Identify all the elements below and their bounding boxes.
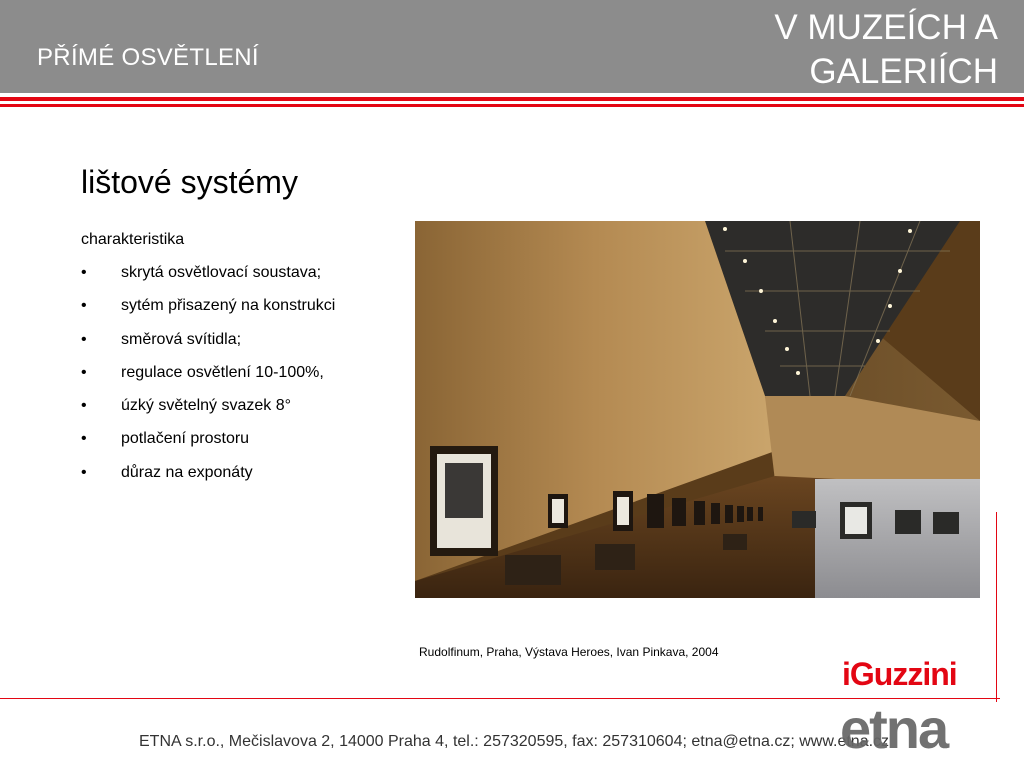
header-stripe <box>0 104 1024 107</box>
list-item <box>81 464 335 497</box>
list-item-text: potlačení prostoru <box>121 430 250 448</box>
iguzzini-logo <box>840 655 980 693</box>
list-item <box>81 297 335 330</box>
list-item-text: skrytá osvětlovací soustava; <box>121 264 322 281</box>
header-bar <box>0 0 1024 93</box>
bullet-icon: • <box>81 397 87 415</box>
bullet-icon: • <box>81 297 87 315</box>
etna-logo-text: etna <box>840 698 948 756</box>
photo-caption: Rudolfinum, Praha, Výstava Heroes, Ivan Pinkava, 2004 <box>419 645 719 659</box>
list-item <box>81 364 335 397</box>
list-item-text: úzký světelný svazek 8° <box>121 397 292 415</box>
bullet-icon: • <box>81 264 87 281</box>
list-item <box>81 430 335 463</box>
list-item <box>81 331 335 364</box>
vertical-divider <box>996 512 997 702</box>
list-item-text: směrová svítidla; <box>121 330 242 348</box>
list-item-text: důraz na exponáty <box>121 463 253 481</box>
bullet-icon: • <box>81 330 87 348</box>
etna-logo <box>840 698 982 756</box>
gallery-photo <box>415 221 980 598</box>
list-item-text: regulace osvětlení 10-100%, <box>121 363 324 381</box>
bullet-icon: • <box>81 430 87 448</box>
bullet-list <box>81 264 335 497</box>
content-subtitle: charakteristika <box>81 231 185 248</box>
slide-title: V MUZEÍCH A GALERIÍCH <box>774 8 998 91</box>
content-heading: lištové systémy <box>81 164 298 200</box>
section-subtitle: PŘÍMÉ OSVĚTLENÍ <box>37 44 259 71</box>
header-stripe <box>0 97 1024 101</box>
bullet-icon: • <box>81 363 87 381</box>
iguzzini-logo-text: iGuzzini <box>842 656 957 692</box>
list-item <box>81 264 335 297</box>
list-item-text: sytém přisazený na konstrukci <box>121 297 336 315</box>
footer-contact: ETNA s.r.o., Mečislavova 2, 14000 Praha 4, tel.: 257320595, fax: 257310604; etna@etna.cz; www.etna.cz <box>139 733 890 750</box>
list-item <box>81 397 335 430</box>
bullet-icon: • <box>81 463 87 481</box>
